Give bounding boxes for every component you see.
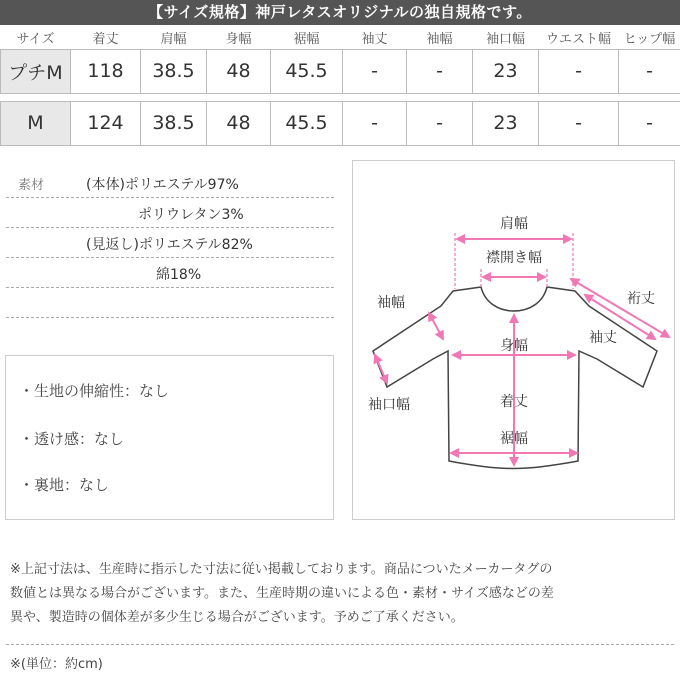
material-line: ポリウレタン3% <box>138 207 244 223</box>
material-row <box>6 228 334 258</box>
lining-property: ・裏地：なし <box>19 476 110 494</box>
fabric-properties-box <box>5 355 334 520</box>
material-row-empty <box>6 288 334 318</box>
table-cell: - <box>407 101 473 145</box>
table-cell: 23 <box>473 101 539 145</box>
table-cell: 38.5 <box>141 101 207 145</box>
size-table <box>0 27 680 146</box>
table-cell: - <box>619 49 680 93</box>
size-label: M <box>1 101 71 145</box>
table-cell: 45.5 <box>271 101 343 145</box>
divider <box>6 644 674 645</box>
table-cell: 45.5 <box>271 49 343 93</box>
material-row <box>6 258 334 288</box>
material-line: (本体)ポリエステル97% <box>86 177 239 193</box>
total-length-label: 着丈 <box>500 394 528 410</box>
header-total-length: 着丈 <box>92 32 119 48</box>
material-line: 綿18% <box>156 267 202 283</box>
size-spec-banner: 【サイズ規格】神戸レタスオリジナルの独自規格です。 <box>0 0 680 25</box>
size-label: プチM <box>1 49 71 93</box>
table-cell: 48 <box>207 49 271 93</box>
table-cell: 48 <box>207 101 271 145</box>
body-width-label: 身幅 <box>500 338 528 354</box>
table-cell: 124 <box>71 101 141 145</box>
header-waist-width: ウエスト幅 <box>545 32 611 48</box>
yuki-length-label: 裄丈 <box>627 291 655 307</box>
neck-width-label: 襟開き幅 <box>486 250 542 266</box>
header-hem-width: 裾幅 <box>293 32 320 48</box>
materials-section <box>6 168 334 318</box>
header-size: サイズ <box>16 32 55 48</box>
unit-note: ※(単位：約cm) <box>10 657 103 672</box>
measurement-diagram <box>352 160 675 520</box>
garment-diagram-svg <box>353 161 676 521</box>
table-cell: - <box>343 49 407 93</box>
table-cell: - <box>407 49 473 93</box>
material-line: (見返し)ポリエステル82% <box>86 237 253 253</box>
stretch-property: ・生地の伸縮性：なし <box>19 382 170 400</box>
sheerness-property: ・透け感：なし <box>19 430 125 448</box>
table-cell: - <box>343 101 407 145</box>
note-line: 数値とは異なる場合がございます。また、生産時期の違いによる色・素材・サイズ感などの差 <box>10 586 554 601</box>
table-cell: - <box>619 101 680 145</box>
header-sleeve-width: 袖幅 <box>426 32 453 48</box>
size-row-petite-m <box>1 49 680 93</box>
table-cell: - <box>539 101 619 145</box>
sleeve-width-label: 袖幅 <box>377 295 405 311</box>
table-cell: 23 <box>473 49 539 93</box>
header-shoulder-width: 肩幅 <box>160 32 187 48</box>
hem-width-label: 裾幅 <box>500 431 528 447</box>
material-row <box>6 198 334 228</box>
size-row-m <box>1 101 680 145</box>
shoulder-width-label: 肩幅 <box>500 216 528 232</box>
sleeve-length-label: 袖丈 <box>589 330 617 346</box>
header-hip-width: ヒップ幅 <box>623 32 676 48</box>
materials-label: 素材 <box>18 178 45 193</box>
table-cell: - <box>539 49 619 93</box>
table-cell: 118 <box>71 49 141 93</box>
cuff-width-label: 袖口幅 <box>368 397 410 413</box>
size-table-header-row <box>1 27 680 49</box>
material-row <box>6 168 334 198</box>
table-cell: 38.5 <box>141 49 207 93</box>
header-sleeve-length: 袖丈 <box>361 32 388 48</box>
note-line: ※上記寸法は、生産時に指示した寸法に従い掲載しております。商品についたメーカータグの <box>10 562 553 577</box>
note-line: 異や、製造時の個体差が多少生じる場合がございます。予めご了承ください。 <box>10 610 464 625</box>
header-cuff-width: 袖口幅 <box>485 32 525 48</box>
row-gap <box>1 93 680 101</box>
disclaimer-notes <box>10 558 674 630</box>
header-body-width: 身幅 <box>225 32 252 48</box>
